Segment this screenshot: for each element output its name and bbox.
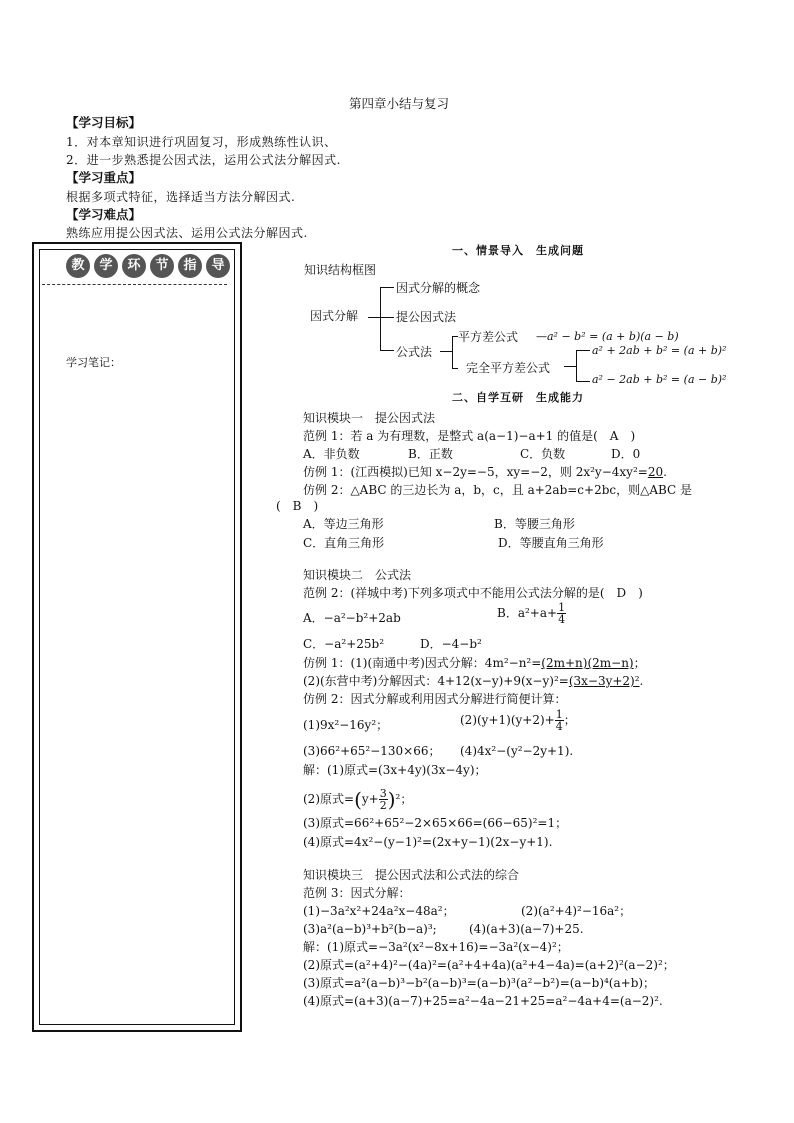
solution-2 [303,788,412,811]
practice-answer: (3x−3y+2)² [568,674,640,688]
practice1-text: 仿例 1：(江西模拟)已知 x−2y=−5，xy=−2，则 2x²y−4xy²= [303,465,648,479]
question-4: (4)4x²−(y²−2y+1). [460,744,574,758]
banner-char: 环 [122,254,146,278]
sidebar-panel [32,242,242,1032]
question-4: (4)(a+3)(a−7)+25. [469,922,584,936]
choice-b: B．正数 [408,447,453,461]
key-text: 根据多项式特征，选择适当方法分解因式. [66,190,296,204]
key-label: 【学习重点】 [66,170,142,185]
choice-d: D．0 [611,447,641,461]
notes-label: 学习笔记： [66,356,121,369]
practice-end: . [639,674,644,688]
branch-common-factor: 提公因式法 [396,310,457,324]
page-title: 第四章小结与复习 [349,96,450,111]
module2-example2: 范例 2：(祥城中考)下列多项式中不能用公式法分解的是( D ) [303,586,643,600]
practice1-end: . [663,465,667,479]
module3-example3: 范例 3：因式分解： [303,886,411,900]
solution-3: (3)原式=a²(a−b)³−b²(a−b)³=(a−b)³(a²−b²)=(a−b)⁴(a+b)； [303,976,656,990]
banner-char: 学 [94,254,118,278]
module2-practice2: 仿例 2：因式分解或利用因式分解进行简便计算： [303,692,567,706]
module3-title: 知识模块三 提公因式法和公式法的综合 [303,868,520,882]
choice-c: C．−a²+25b² [303,637,385,651]
diagram-root: 因式分解 [310,309,359,323]
question-2: (2)(a²+4)²−16a²； [521,904,632,918]
choice-a: A．等边三角形 [303,517,384,531]
module2-title: 知识模块二 公式法 [303,568,412,582]
formula-square-diff: a² − 2ab + b² = (a − b)² [592,373,727,386]
section2-heading: 二、自学互研 生成能力 [452,391,584,404]
solution-4: (4)原式=(a+3)(a−7)+25=a²−4a−21+25=a²−4a+4=(a−2)². [303,994,663,1008]
formula-square-sum: a² + 2ab + b² = (a + b)² [592,344,727,357]
sub-perfect-square: 完全平方差公式 [466,361,551,375]
fraction-denominator: 4 [558,613,566,626]
goal-2: 2．进一步熟悉提公因式法，运用公式法分解因式. [66,153,341,167]
fraction-denominator: 2 [379,799,387,812]
right-paren: ) [387,787,396,812]
sub-difference-of-squares: 平方差公式 [458,330,519,344]
module1-title: 知识模块一 提公因式法 [303,411,436,425]
choice-d: D．−4−b² [420,637,482,651]
choice-b-text: B．a²+a+ [497,606,558,620]
goal-1: 1．对本章知识进行巩固复习，形成熟练性认识、 [66,135,337,149]
banner-char: 指 [178,254,202,278]
guide-banner [50,254,225,280]
module1-practice1 [303,464,667,480]
module1-example1: 范例 1：若 a 为有理数，是整式 a(a−1)−a+1 的值是( A ) [303,429,636,443]
practice-text: (2)(东营中考)分解因式：4+12(x−y)+9(x−y)²= [303,674,569,688]
choice-a: A．非负数 [303,447,360,461]
solution-4: (4)原式=4x²−(y−1)²=(2x+y−1)(2x−y+1). [303,835,553,849]
goal-label: 【学习目标】 [66,115,142,130]
solution-1: 解：(1)原式=(3x+4y)(3x−4y)； [303,763,487,777]
choice-b [497,602,566,625]
choice-c: C．负数 [520,447,566,461]
solution-3: (3)原式=66²+65²−2×65×66=(66−65)²=1； [303,816,568,830]
practice1-answer: 20 [647,465,664,479]
banner-divider [42,284,227,285]
solution-2-text: (2)原式= [303,792,355,806]
difficulty-label: 【学习难点】 [66,207,142,222]
fraction [555,709,564,732]
module2-practice1b [303,673,643,689]
question-1: (1)−3a²x²+24a²x−48a²； [303,904,455,918]
diagram-title: 知识结构框图 [304,263,377,277]
question-1: (1)9x²−16y²； [303,718,389,732]
branch-formula: 公式法 [396,345,433,359]
choice-a: A．−a²−b²+2ab [303,611,401,625]
question-2 [460,709,576,732]
difficulty-text: 熟练应用提公因式法、运用公式法分解因式. [66,226,308,240]
choice-d: D．等腰直角三角形 [498,536,604,550]
practice-end: ； [633,656,646,670]
solution-1: 解：(1)原式=−3a²(x²−8x+16)=−3a²(x−4)²； [303,940,569,954]
module2-practice1a [303,655,646,671]
banner-char: 节 [150,254,174,278]
fraction [379,788,388,811]
solution-2: (2)原式=(a²+4)²−(4a)²=(a²+4+4a)(a²+4−4a)=(a+2)²(a−2)²； [303,958,675,972]
practice-answer: (2m+n)(2m−n) [541,656,634,670]
fraction-numerator: 1 [558,601,566,614]
module1-practice2: 仿例 2：△ABC 的三边长为 a，b，c，且 a+2ab=c+2bc，则△ABC 是 [303,483,693,497]
section1-heading: 一、情景导入 生成问题 [452,244,584,257]
knowledge-structure-diagram [300,262,790,392]
left-paren: ( [354,787,362,812]
question-3: (3)66²+65²−130×66； [303,744,441,758]
choice-c: C．直角三角形 [303,536,385,550]
fraction-denominator: 4 [555,720,563,733]
question-3: (3)a²(a−b)³+b²(b−a)³; [303,922,437,936]
fraction-numerator: 3 [379,787,387,800]
fraction-numerator: 1 [555,708,563,721]
banner-char: 导 [206,254,230,278]
practice2-answer: ( B ) [276,499,319,513]
solution-2-end: ²； [395,792,413,806]
question-2-text: (2)(y+1)(y+2)+ [460,713,555,727]
fraction [557,602,566,625]
practice-text: 仿例 1：(1)(南通中考)因式分解：4m²−n²= [303,656,542,670]
choice-b: B．等腰三角形 [494,517,575,531]
banner-char: 教 [66,254,90,278]
solution-2-mid: y+ [361,792,379,806]
formula-difference-of-squares: —a² − b² = (a + b)(a − b) [536,330,679,343]
question-2-end: ； [563,713,576,727]
branch-concept: 因式分解的概念 [396,281,481,295]
